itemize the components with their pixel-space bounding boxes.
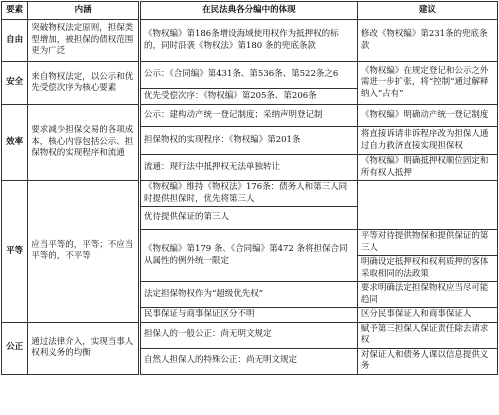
header-embodiment: 在民法典各分编中的体现 — [139, 2, 357, 20]
suggestion-xiaolv-1: 《物权编》明确动产统一登记制度 — [357, 105, 497, 127]
embodiment-anquan-publicity: 公示：《合同编》第431条、第536条、第522条之6 — [139, 62, 357, 89]
embodiment-gongzheng-2: 自然人担保人的特殊公正：尚无明文规定 — [139, 348, 357, 374]
embodiment-gongzheng-1: 担保人的一般公正：尚无明文规定 — [139, 322, 357, 348]
header-row — [2, 2, 498, 20]
connotation-xiaolv: 要求减少担保交易的各项成本，核心内容包括公示、担保物权的实现程序和流通 — [28, 105, 140, 181]
suggestion-gongzheng-2: 对保证人和债务人课以信息提供义务 — [357, 348, 497, 374]
embodiment-pingdeng-4: 法定担保物权作为“超级优先权” — [139, 282, 357, 308]
legal-table — [1, 1, 498, 375]
element-pingdeng: 平等 — [2, 181, 28, 323]
table-row — [2, 322, 498, 348]
suggestion-pingdeng-4: 要求明确法定担保物权应当尽可能趋同 — [357, 282, 497, 308]
suggestion-xiaolv-2: 将直接诉请非诉程序改为担保人通过自力救济直接实现担保权 — [357, 127, 497, 155]
table-row — [2, 105, 498, 127]
embodiment-pingdeng-2: 优待提供保证的第三人 — [139, 207, 357, 230]
element-ziyou: 自由 — [2, 20, 28, 62]
element-xiaolv: 效率 — [2, 105, 28, 181]
suggestion-pingdeng-3: 明确设定抵押权和权利质押的客体采取相同的法政策 — [357, 256, 497, 282]
table-row — [2, 20, 498, 62]
connotation-pingdeng: 应当平等的，平等；不应当平等的，不平等 — [28, 181, 140, 323]
embodiment-pingdeng-5: 民事保证与商事保证区分不明 — [139, 308, 357, 323]
embodiment-pingdeng-1: 《物权编》维持《物权法》176条：债务人和第三人同时提供担保时，优先将第三人 — [139, 181, 357, 207]
element-gongzheng: 公正 — [2, 322, 28, 374]
suggestion-xiaolv-3: 《物权编》明确抵押权顺位固定和所有权人抵押 — [357, 155, 497, 181]
connotation-ziyou: 突破物权法定原则，担保类型增加，被担保的债权范围更为广泛 — [28, 20, 140, 62]
suggestion-pingdeng-2: 平等对待提供物保和提供保证的第三人 — [357, 230, 497, 256]
embodiment-xiaolv-1: 公示：建构动产统一登记制度；采纳声明登记制 — [139, 105, 357, 127]
suggestion-pingdeng-1 — [357, 181, 497, 230]
header-connotation: 内涵 — [28, 2, 140, 20]
header-element: 要素 — [2, 2, 28, 20]
embodiment-anquan-priority: 优先受偿次序：《物权编》第205条、第206条 — [139, 89, 357, 105]
embodiment-xiaolv-3: 流通：现行法中抵押权无法单独转让 — [139, 155, 357, 181]
embodiment-xiaolv-2: 担保物权的实现程序：《物权编》第201条 — [139, 127, 357, 155]
table-row — [2, 62, 498, 89]
suggestion-ziyou: 修改《物权编》第231条的兜底条款 — [357, 20, 497, 62]
embodiment-ziyou: 《物权编》第186条增设海域使用权作为抵押权的标的，同时沿袭《物权法》第180 条的兜底条款 — [139, 20, 357, 62]
connotation-gongzheng: 通过法律介入，实现当事人权利义务的均衡 — [28, 322, 140, 374]
element-anquan: 安全 — [2, 62, 28, 105]
header-suggestion: 建议 — [357, 2, 497, 20]
suggestion-gongzheng-1: 赋予第三担保人保证责任除去请求权 — [357, 322, 497, 348]
embodiment-pingdeng-3: 《物权编》第179 条、《合同编》第472 条将担保合同从属性的例外统一限定 — [139, 230, 357, 282]
suggestion-pingdeng-5: 区分民事保证人和商事保证人 — [357, 308, 497, 323]
table-row — [2, 181, 498, 207]
suggestion-anquan: 《物权编》在规定登记和公示之外需进一步扩张，将“控制”通过解释纳入“占有” — [357, 62, 497, 105]
connotation-anquan: 来自物权法定，以公示和优先受偿次序为核心要素 — [28, 62, 140, 105]
